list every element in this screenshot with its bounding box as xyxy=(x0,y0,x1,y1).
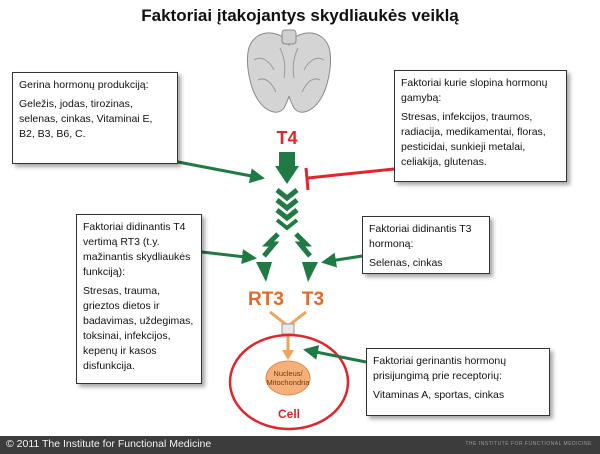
rt3-arrow xyxy=(202,252,254,258)
receptor-box xyxy=(366,348,550,416)
copyright-text: © 2011 The Institute for Functional Medicine xyxy=(6,438,212,450)
thyroid-gland-icon xyxy=(247,30,330,112)
production-arrow xyxy=(178,162,262,178)
t3-label: T3 xyxy=(301,289,325,310)
t4-down-arrow xyxy=(275,152,299,184)
inhibit-box xyxy=(394,70,567,182)
production-body: Geležis, jodas, tirozinas, selenas, cinkas, Vitaminai E, B2, B3, B6, C. xyxy=(19,98,153,140)
t3-arrow-head xyxy=(302,262,318,282)
footer-bar xyxy=(0,436,600,454)
footer-right-text: THE INSTITUTE FOR FUNCTIONAL MEDICINE xyxy=(465,441,592,447)
t3-arrow xyxy=(324,256,362,262)
receptor-body: Vitaminas A, sportas, cinkas xyxy=(373,389,505,401)
rt3-arrow-head xyxy=(256,262,272,282)
production-heading: Gerina hormonų produkciją: xyxy=(19,79,149,91)
mitochondria-label: Mitochondria xyxy=(266,378,310,387)
nucleus-label: Nucleus/ xyxy=(273,369,303,378)
t3-body: Selenas, cinkas xyxy=(369,257,443,269)
rt3-label: RT3 xyxy=(248,289,284,310)
receptor-heading: Faktoriai gerinantis hormonų prisijungimą prie receptorių: xyxy=(373,355,507,382)
production-box xyxy=(12,72,178,164)
rt3-factors-box xyxy=(76,214,202,384)
rt3-body: Stresas, trauma, grieztos dietos ir badavimas, uždegimas, toksinai, infekcijos, kepenų ir kasos disfunkcija. xyxy=(83,285,194,372)
t3-heading: Faktoriai didinantis T3 hormoną: xyxy=(369,223,472,250)
inhibit-connector xyxy=(306,168,394,190)
cell-label: Cell xyxy=(277,407,301,421)
t4-label: T4 xyxy=(276,128,298,148)
diagram-title: Faktoriai įtakojantys skydliaukės veiklą xyxy=(141,6,459,25)
split-arrows-icon xyxy=(256,234,318,282)
rt3-heading: Faktoriai didinantis T4 vertimą RT3 (t.y. mažinantis skydliaukės funkciją): xyxy=(83,221,191,278)
t3-factors-box xyxy=(362,216,490,274)
chevron-stack-icon xyxy=(277,190,297,228)
inhibit-body: Stresas, infekcijos, traumos, radiacija, medikamentai, floras, pesticidai, sunkieji metalai, celiakija, glutenas. xyxy=(401,111,546,168)
inhibit-heading: Faktoriai kurie slopina hormonų gamybą: xyxy=(401,77,548,104)
